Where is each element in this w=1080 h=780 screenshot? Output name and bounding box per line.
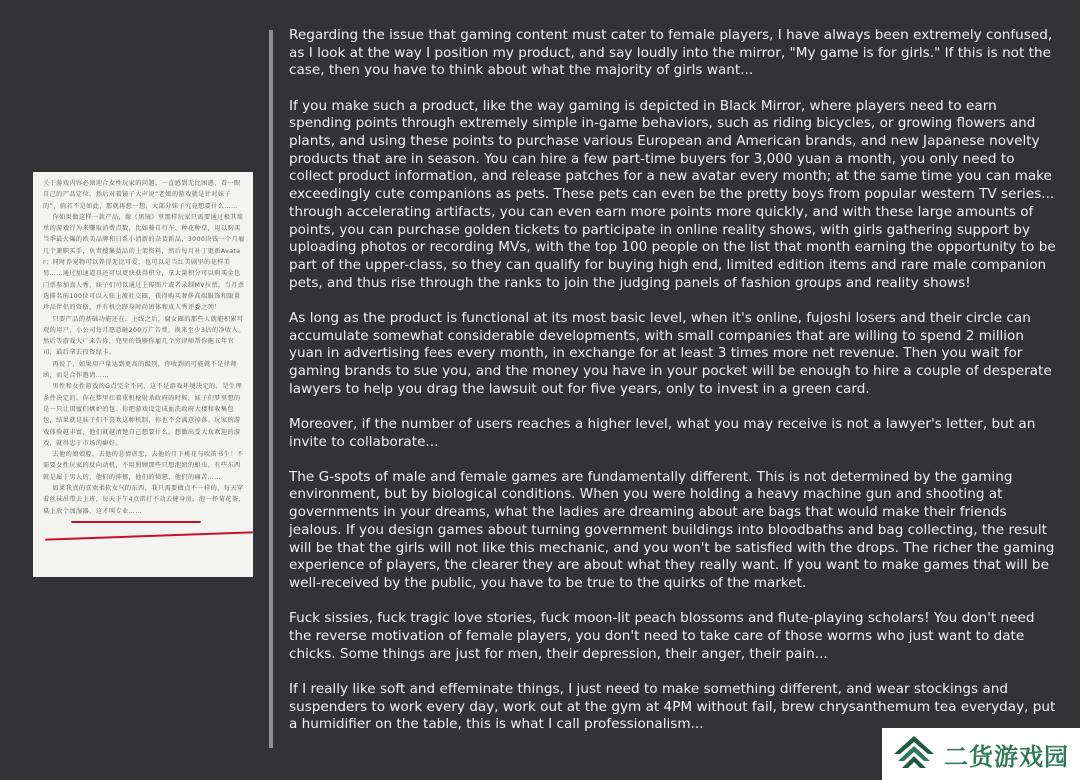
site-watermark xyxy=(882,728,1080,780)
article-paragraph: If I really like soft and effeminate things, I just need to make something different, and wear stockings and suspenders to work every day, work out at the gym at 4PM without fail, brew chrysanthemum tea everyday, put a humidifier on the table, this is what I call professionalism... xyxy=(289,680,1056,733)
article-paragraph: Regarding the issue that gaming content must cater to female players, I have always been extremely confused, as I look at the way I position my product, and say loudly into the mirror, "My game is for girls." If this is not the case, then you have to think about what the majority of girls want... xyxy=(289,27,1053,79)
watermark-text: 二货游戏园 xyxy=(944,742,1069,771)
highlight-underline xyxy=(45,531,253,540)
chevron-logo-icon xyxy=(892,734,936,774)
quote-divider xyxy=(269,30,273,748)
original-post-screenshot xyxy=(33,172,253,577)
translated-article xyxy=(289,27,1059,751)
article-paragraph: If you make such a product, like the way gaming is depicted in Black Mirror, where players need to earn spending points through extremely simple in-game behaviors, such as riding bicycles, or growing flowers and plants, and using these points to purchase various European and American brands, and new Japanese novelty products that are in season. You can hire a few part-time buyers for 3,000 yuan a month, you only need to collect product information, and release patches for a new avatar every month; at the same time you can make exceedingly cute companions as pets. These pets can even be the pretty boys from popular western TV series... through accelerating artifacts, you can even earn more points more quickly, and with these large amounts of points, you can purchase golden tickets to participate in online reality shows, with girls gathering support by uploading photos or recording MVs, with the top 100 people on the list that month earning the opportunity to be part of the upper-class, so they can qualify for buying high end, limited edition items and rare male companion pets, and thus rise through the ranks to join the judging panels of fashion groups and reality shows! xyxy=(289,97,1056,291)
original-post-text: 关于游戏内容必须迎合女性玩家的问题，一直感到无比困惑，看一眼自己的产品定位，然后对着镜子大声说“老娘的游戏就是针对妹子的”，倘若不是如此，那就再想一想，大部分妹子究竟想要什么…… 你如果做这样一款产品，像《黑镜》里那样玩家只需要通过极其简单的游戏行为来赚取消费点数，比如骑自行车、种花种草，用以购买当季最火爆的欧美品牌和日系小清新的杂货新品，3000块钱一个月雇几个兼职买手，负责搜集货品的上架资料，然后每月补丁更新Avatar；同时养宠物可以养得无比可爱，也可以是当红美剧里的花样美男……通过加速道具还可以更快获得积分，拿大量积分可以购买金色门票参加真人秀，妹子们可以通过上传照片或者录制MV拉票，当月票选排名前100位可以入驻上流社交圈，获得购买奢侈高端服饰和限量珍品伴侣的资格，并有机会跻身时尚团体和真人秀评委之列！ 只要产品的基础功能还在，上线之后，腐女圈的那些人就能积累可观的用户，小公司每月愿意砸200万广告费，换来至少3倍的净收入。然后等游戏大厂来告你，兜里的钱够你雇几个穷律师帮你拖五年官司，最后拿去投资绿卡。 再说了，如果用户量达到更高的级别，你收到的可能就不是律师函，而是合作邀请…… 男性和女性游戏的G点完全不同，这不是游戏环境决定的，是生理条件决定的。你在梦里扛着重机枪射杀政府的时候，妹子们梦里想的是一只让闺蜜们嫉妒的包。你把游戏设定成血洗政府大楼和收集包包，结果就是妹子们不喜欢这种机制，你也不会满意掉落。玩家的游戏体验越丰富，他们就越清楚自己想要什么。想做出受大众欢迎的游戏，就得忠于市场的癖好。 去他的娘娘腔，去他的悲情虐恋，去他的月下桃花与吹笛书生！不需要女性玩家的反向动机，不用照顾那些只想泡妞的蛆虫。有些东西就是属于男人的，他们的抑郁，他们的愤怒，他们的痛苦…… 如果我真的喜欢柔软女气的东西，我只需要做点不一样的，每天穿着丝袜吊带去上班，每天下午4点雷打不动去健身房，泡一杯菊花茶，桌上放个加湿器，这才叫专业…… xyxy=(43,180,245,515)
article-paragraph: Fuck sissies, fuck tragic love stories, fuck moon-lit peach blossoms and flute-playing scholars! You don't need the reverse motivation of female players, you don't need to take care of those worms who just want to date chicks. Some things are just for men, their depression, their anger, their pain... xyxy=(289,610,1035,662)
highlight-underline xyxy=(71,521,201,523)
article-paragraph: As long as the product is functional at its most basic level, when it's online, fujoshi losers and their circle can accumulate somewhat considerable developments, with small companies that are willing to spend 2 million yuan in advertising fees every month, in exchange for at least 3 times more net revenue. Then you wait for gaming brands to sue you, and the money you have in your pocket will be enough to hire a couple of desperate lawyers to help you drag the lawsuit out for five years, only to invest in a green card. xyxy=(289,309,1052,397)
article-paragraph: Moreover, if the number of users reaches a higher level, what you may receive is not a lawyer's letter, but an invite to collaborate... xyxy=(289,415,1036,450)
article-paragraph: The G-spots of male and female games are fundamentally different. This is not determined by the gaming environment, but by biological conditions. When you were holding a heavy machine gun and shooting at governments in your dreams, what the ladies are dreaming about are bags that would make their friends jealous. If you design games about turning government buildings into bloodbaths and bag collecting, the result will be that the girls will not like this mechanic, and you won't be satisfied with the drops. The richer the gaming experience of players, the clearer they are about what they really want. If you want to make games that will be well-received by the public, you have to be true to the quirks of the market. xyxy=(289,468,1055,591)
